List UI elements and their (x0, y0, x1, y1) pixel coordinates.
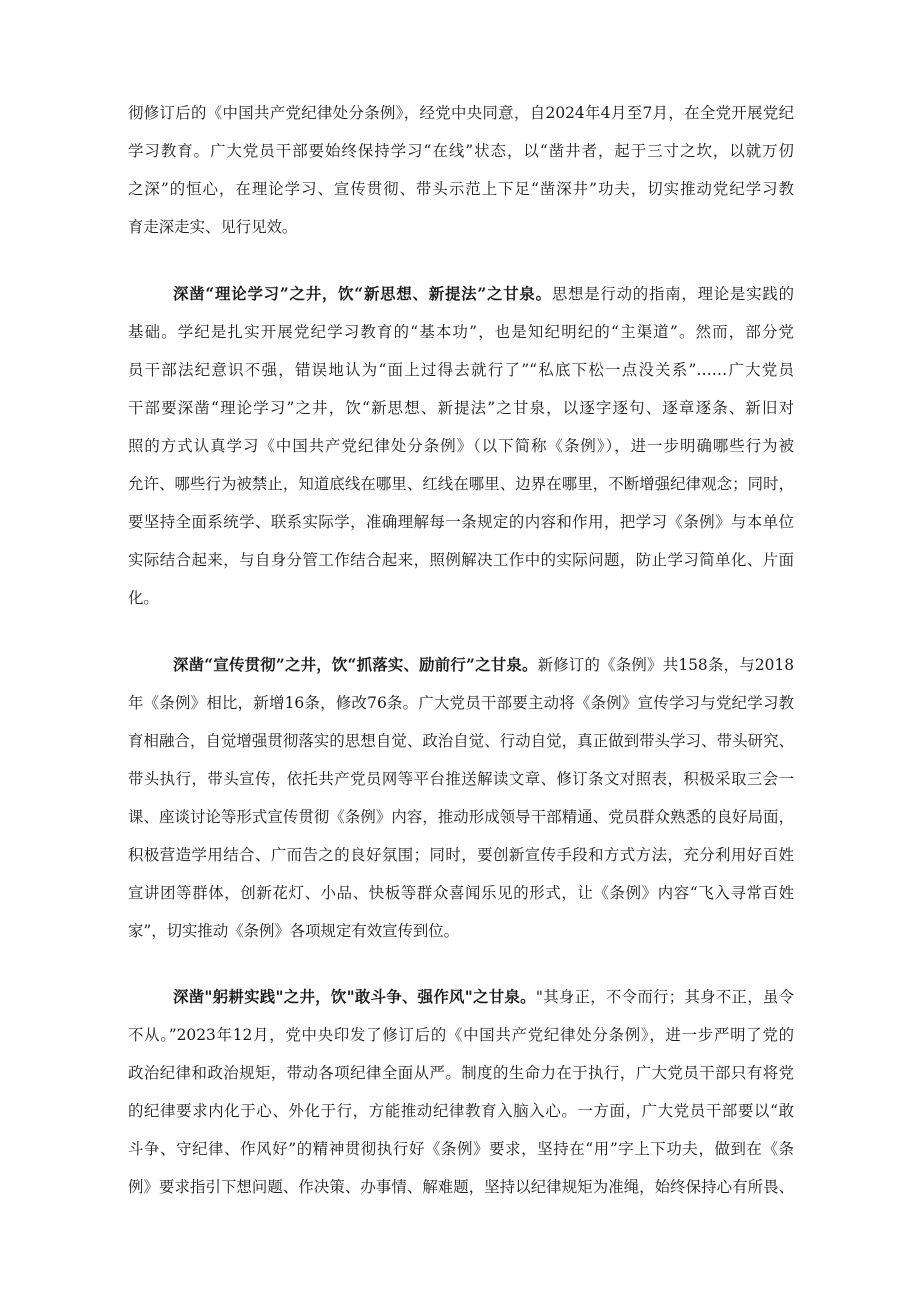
text-line: 学习教育。广大党员干部要始终保持学习“在线”状态，以“凿井者，起于三寸之坎，以就万仞 (128, 142, 794, 160)
intro-paragraph (128, 94, 794, 246)
publicity-paragraph (128, 646, 794, 950)
text-line: 员干部法纪意识不强，错误地认为“面上过得去就行了”“私底下松一点没关系”……广大党员 (128, 361, 794, 379)
text-line: 家”，切实推动《条例》各项规定有效宣传到位。 (128, 922, 460, 940)
text-line: 不从。”2023年12月，党中央印发了修订后的《中国共产党纪律处分条例》，进一步严明了党的 (128, 1026, 794, 1044)
first-line-text: 新修订的《条例》共158条，与2018 (537, 656, 794, 674)
first-line (128, 978, 794, 1016)
text-line: 例》要求指引下想问题、作决策、办事情、解难题，坚持以纪律规矩为准绳，始终保持心有所畏、 (128, 1178, 794, 1196)
text-line: 宣讲团等群体，创新花灯、小品、快板等群众喜闻乐见的形式，让《条例》内容“飞入寻常百姓 (128, 884, 794, 902)
text-line: 育走深走实、见行见效。 (128, 218, 298, 236)
text-line: 允许、哪些行为被禁止，知道底线在哪里、红线在哪里、边界在哪里，不断增强纪律观念；同时， (128, 475, 794, 493)
text-line: 要坚持全面系统学、联系实际学，准确理解每一条规定的内容和作用，把学习《条例》与本单位 (128, 513, 794, 531)
text-line: 之深”的恒心，在理论学习、宣传贯彻、带头示范上下足“凿深井”功夫，切实推动党纪学习教 (128, 180, 794, 198)
text-line: 干部要深凿“理论学习”之井，饮“新思想、新提法”之甘泉，以逐字逐句、逐章逐条、新旧对 (128, 399, 794, 417)
theory-study-paragraph (128, 275, 794, 617)
text-line: 照的方式认真学习《中国共产党纪律处分条例》（以下简称《条例》），进一步明确哪些行为被 (128, 437, 794, 455)
text-line: 实际结合起来，与自身分管工作结合起来，照例解决工作中的实际问题，防止学习简单化、片面 (128, 551, 794, 569)
practice-paragraph (128, 978, 794, 1206)
text-line: 彻修订后的《中国共产党纪律处分条例》，经党中央同意，自2024年4月至7月，在全党开展党纪 (128, 104, 794, 122)
first-line-text: 思想是行动的指南，理论是实践的 (551, 285, 794, 303)
section-heading: 深凿"躬耕实践"之井，饮"敢斗争、强作风"之甘泉。 (173, 988, 536, 1006)
text-line: 积极营造学用结合、广而告之的良好氛围；同时，要创新宣传手段和方式方法，充分利用好百姓 (128, 846, 794, 864)
text-line: 斗争、守纪律、作风好”的精神贯彻执行好《条例》要求，坚持在“用”字上下功夫，做到在《条 (128, 1140, 794, 1158)
text-line: 的纪律要求内化于心、外化于行，方能推动纪律教育入脑入心。一方面，广大党员干部要以“敢 (128, 1102, 794, 1120)
first-line (128, 275, 794, 313)
section-heading: 深凿“宣传贯彻”之井，饮“抓落实、励前行”之甘泉。 (173, 656, 538, 674)
text-line: 育相融合，自觉增强贯彻落实的思想自觉、政治自觉、行动自觉，真正做到带头学习、带头研究、 (128, 732, 794, 750)
text-line: 政治纪律和政治规矩，带动各项纪律全面从严。制度的生命力在于执行，广大党员干部只有将党 (128, 1064, 794, 1082)
first-line (128, 646, 794, 684)
text-line: 化。 (128, 589, 159, 607)
text-line: 基础。学纪是扎实开展党纪学习教育的“基本功”，也是知纪明纪的“主渠道”。然而，部分党 (128, 323, 794, 341)
section-heading: 深凿“理论学习”之井，饮“新思想、新提法”之甘泉。 (173, 285, 552, 303)
first-line-text: "其身正，不令而行；其身不正，虽令 (535, 988, 794, 1006)
text-line: 带头执行，带头宣传，依托共产党员网等平台推送解读文章、修订条文对照表，积极采取三会一 (128, 770, 794, 788)
text-line: 课、座谈讨论等形式宣传贯彻《条例》内容，推动形成领导干部精通、党员群众熟悉的良好局面， (128, 808, 794, 826)
text-line: 年《条例》相比，新增16条，修改76条。广大党员干部要主动将《条例》宣传学习与党纪学习教 (128, 694, 794, 712)
